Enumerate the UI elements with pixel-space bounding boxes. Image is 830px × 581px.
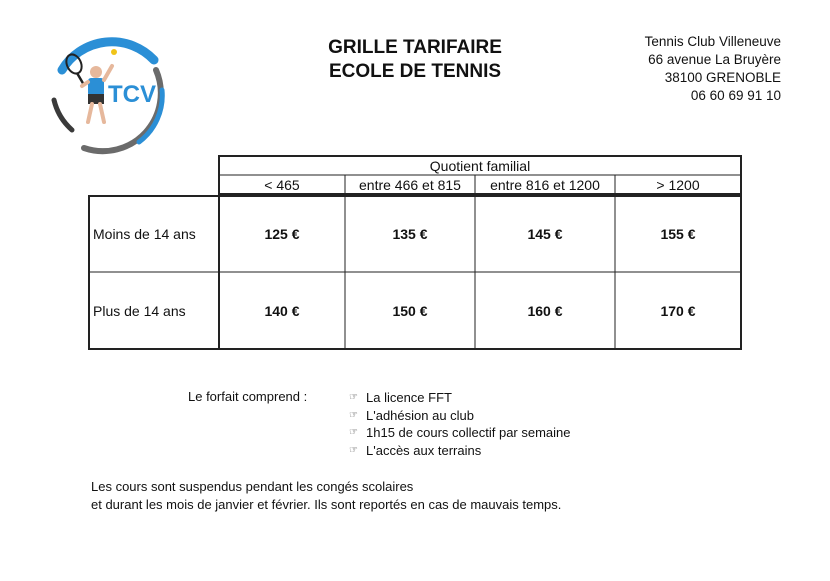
- club-name: Tennis Club Villeneuve: [644, 34, 781, 49]
- column-header: < 465: [264, 176, 300, 193]
- note-line-2: et durant les mois de janvier et février. Ils sont reportés en cas de mauvais temps.: [91, 497, 562, 512]
- list-item: [349, 407, 571, 425]
- club-logo: [44, 30, 174, 160]
- title-line-1: GRILLE TARIFAIRE: [328, 37, 502, 58]
- list-item: [349, 389, 571, 407]
- tennis-player-logo-icon: [44, 30, 174, 160]
- forfait-item-text: 1h15 de cours collectif par semaine: [366, 425, 571, 440]
- list-item: [349, 442, 571, 460]
- schedule-note: [91, 478, 561, 514]
- price-cell: 150 €: [392, 302, 428, 319]
- row-label: Moins de 14 ans: [93, 226, 196, 242]
- title-line-2: ECOLE DE TENNIS: [328, 61, 502, 82]
- price-cell: 155 €: [660, 226, 696, 242]
- forfait-list: [349, 389, 571, 459]
- pointing-hand-icon: ☞: [349, 444, 358, 456]
- forfait-item-text: L'accès aux terrains: [366, 442, 482, 458]
- price-cell: 170 €: [660, 302, 696, 319]
- price-cell: 160 €: [527, 302, 563, 319]
- price-cell: 140 €: [264, 302, 300, 319]
- logo-text: TCV: [108, 81, 156, 108]
- pointing-hand-icon: ☞: [349, 409, 358, 421]
- pointing-hand-icon: ☞: [349, 427, 358, 438]
- forfait-item-text: La licence FFT: [366, 390, 452, 405]
- price-cell: 145 €: [527, 226, 563, 242]
- price-cell: 135 €: [392, 226, 428, 242]
- forfait-label: Le forfait comprend :: [188, 389, 308, 404]
- column-header: > 1200: [656, 176, 700, 193]
- club-phone: 06 60 69 91 10: [690, 88, 781, 103]
- pointing-hand-icon: ☞: [349, 392, 358, 403]
- row-label: Plus de 14 ans: [93, 302, 186, 319]
- price-cell: 125 €: [264, 226, 300, 242]
- quotient-header: Quotient familial: [429, 157, 531, 174]
- club-city: 38100 GRENOBLE: [664, 70, 781, 85]
- club-address: [645, 33, 781, 105]
- list-item: [349, 424, 571, 442]
- column-header: entre 466 et 815: [359, 176, 461, 193]
- forfait-item-text: L'adhésion au club: [366, 407, 475, 423]
- note-line-1: Les cours sont suspendus pendant les congés scolaires: [91, 479, 414, 494]
- column-header: entre 816 et 1200: [490, 176, 600, 193]
- page-title: [280, 36, 550, 84]
- club-street: 66 avenue La Bruyère: [648, 52, 781, 67]
